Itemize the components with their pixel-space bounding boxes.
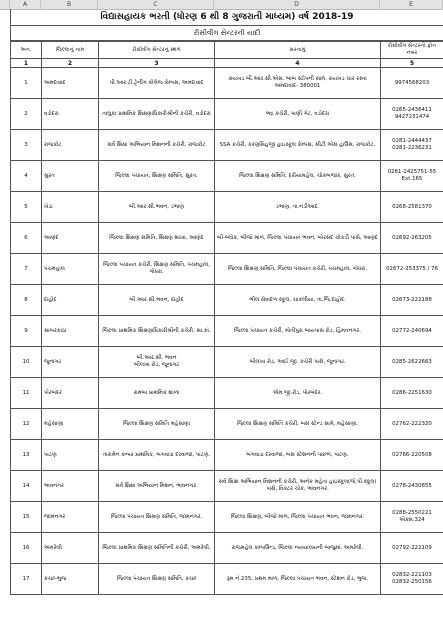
address-cell: ભદ્ર કચેરી, પાણી ગેટ, વડોદરા	[215, 99, 381, 130]
district-cell: ખેડા	[42, 192, 99, 223]
center-cell: બી.આર.સી.ભવન, દાહોદ	[99, 285, 215, 316]
phone-cell: 02673-222188	[381, 285, 443, 316]
center-cell: જિલ્લા પંચાયત શિક્ષણ સમિતિ, કચ્છ	[99, 564, 215, 595]
table-row	[11, 161, 443, 192]
center-cell: બી.આર.સી. ભવન બીલખા રોડ, જૂનાગઢ	[99, 347, 215, 378]
page-title: વિદ્યાસહાયક ભરતી (ધોરણ 6 થી 8 ગુજરાતી માધ્યમ) વર્ષ 2018-19	[10, 9, 443, 26]
address-cell: જિલ્લા શિક્ષણ સમિતિ, દરીયામહેલ, ચોકબજાર, સુરત.	[215, 161, 381, 192]
address-cell: જિલ્લા શિક્ષણ સમિતિ કચેરી, બસ સ્ટેન્ડ સામે, મહેસાણા.	[215, 409, 381, 440]
district-cell: અમદાવાદ	[42, 68, 99, 99]
district-cell: દાહોદ	[42, 285, 99, 316]
serial-cell: 10	[11, 347, 42, 378]
header-cell-serial: અન.	[11, 42, 42, 59]
center-cell: તાલુકા પ્રાથમિક શિક્ષણાધિકારીશ્રીની કચેરી, વડોદરા	[99, 99, 215, 130]
center-cell: તારામેન કન્યા પ્રાથમિક, બગવાડા દરવાજા, પાટણ.	[99, 440, 215, 471]
district-cell: પંચમહાલ	[42, 254, 99, 285]
serial-cell: 5	[11, 192, 42, 223]
header-cell-address: સરનામું	[215, 42, 381, 59]
table-row	[11, 564, 443, 595]
phone-cell: 02766-220508	[381, 440, 443, 471]
district-cell: સુરત	[42, 161, 99, 192]
table-row	[11, 99, 443, 130]
center-cell: બી.આર.સી.ભવન, ડભાણ	[99, 192, 215, 223]
center-cell: જિલ્લા પંચાયત શિક્ષણ સમિતિ, જામનગર.	[99, 502, 215, 533]
center-cell: જિલ્લા પંચાયત, શિક્ષણ સમિતિ, સુરત.	[99, 161, 215, 192]
column-header-d[interactable]: D	[214, 0, 380, 9]
center-cell: જિલ્લા પ્રાથમિક શિક્ષણાધિકારીશ્રીની કચેરી, સા.કાં.	[99, 316, 215, 347]
address-cell: ભીલ સેવાદળ સ્કૂલ, ચાકલીયા, તા.જિ.દાહોદ.	[215, 285, 381, 316]
number-cell: 2	[42, 59, 99, 68]
table-row	[11, 316, 443, 347]
table-row	[11, 409, 443, 440]
table-row	[11, 502, 443, 533]
phone-cell: 0278-2430855	[381, 471, 443, 502]
serial-cell: 8	[11, 285, 42, 316]
address-cell: બી-બ્લોક, બીજો માળ, જિલ્લા પંચાયત ભવન, બોરસદ ચોકડી પાસે, આણંદ	[215, 223, 381, 254]
center-cell: રામબા પ્રાથમિક શાળા	[99, 378, 215, 409]
column-header-c[interactable]: C	[98, 0, 214, 9]
phone-cell: 0261-2425751-55 Ext.165	[381, 161, 443, 192]
address-cell: જિલ્લા પંચાયત કચેરી, મોતીપુરા બાયપાસ રોડ, હિંમતનગર.	[215, 316, 381, 347]
phone-cell: 0285-2622663	[381, 347, 443, 378]
serial-cell: 13	[11, 440, 42, 471]
number-cell: 4	[215, 59, 381, 68]
number-cell: 5	[381, 59, 443, 68]
address-cell: SSA કચેરી, કરણસિંહજી હાઇસ્કૂલ કેમ્પસ, સીટી એસ હાઉસ, રાજકોટ.	[215, 130, 381, 161]
address-cell: એમ.જી.રોડ, પોરબંદર.	[215, 378, 381, 409]
phone-cell: 02792-222109	[381, 533, 443, 564]
serial-cell: 14	[11, 471, 42, 502]
address-cell: રાજમહેલ કમ્પાઉન્ડ, જિલ્લા ન્યાયાલયની બાજુમાં, અમરેલી.	[215, 533, 381, 564]
phone-cell: 02692-263205	[381, 223, 443, 254]
center-cell: સર્વ શિક્ષા અભિયાન મિશનની કચેરી, રાજકોટ	[99, 130, 215, 161]
serial-cell: 4	[11, 161, 42, 192]
district-cell: પાટણ	[42, 440, 99, 471]
district-cell: ભાવનગર	[42, 471, 99, 502]
center-cell: જિલ્લા શિક્ષણ સમિતિ, શિક્ષણ શાખા, આણંદ	[99, 223, 215, 254]
serial-cell: 9	[11, 316, 42, 347]
serial-cell: 3	[11, 130, 42, 161]
phone-cell: 9974568203	[381, 68, 443, 99]
phone-cell: 0281-2444437 0281-2236231	[381, 130, 443, 161]
serial-cell: 1	[11, 68, 42, 99]
center-cell: જિલ્લા શિક્ષણ સમિતિ મહેસાણા	[99, 409, 215, 440]
column-header-a[interactable]: A	[10, 0, 41, 9]
district-cell: સાબરકાંઠા	[42, 316, 99, 347]
center-cell: પી.આર.ટી.ટ્રેનીંગ કોલેજ કેમ્પસ, અમદાવાદ	[99, 68, 215, 99]
district-cell: પોરબંદર	[42, 378, 99, 409]
address-cell: ડભાણ, તા.નડીઆદ.	[215, 192, 381, 223]
serial-cell: 16	[11, 533, 42, 564]
phone-cell: 02672-253375 / 76	[381, 254, 443, 285]
address-cell: સર્વ શિક્ષા અભિયાન મિશનની કચેરી, અનેક મહેતા હાઇસ્કૂલ(જે.પી.સ્કૂલ) પાસે, વિક્ટર ચોક, ભાવનગર.	[215, 471, 381, 502]
phone-cell: 02832-221103 02832-250156	[381, 564, 443, 595]
receiving-centers-table	[10, 41, 443, 595]
number-cell: 1	[11, 59, 42, 68]
serial-cell: 2	[11, 99, 42, 130]
table-row	[11, 223, 443, 254]
phone-cell: 0286-2251630	[381, 378, 443, 409]
center-cell: જિલ્લા પ્રાથમિક શિક્ષણ સમિતિની કચેરી, અમરેલી.	[99, 533, 215, 564]
district-cell: રાજકોટ	[42, 130, 99, 161]
district-cell: આણંદ	[42, 223, 99, 254]
serial-cell: 7	[11, 254, 42, 285]
district-cell: જૂનાગઢ	[42, 347, 99, 378]
table-row	[11, 192, 443, 223]
table-row	[11, 533, 443, 564]
district-cell: જામનગર	[42, 502, 99, 533]
address-cell: જિલ્લા શિક્ષણ, બીજો માળ, જિલ્લા પંચાયત ભવન, જામનગર.	[215, 502, 381, 533]
table-row	[11, 378, 443, 409]
header-cell-phone: રીસીવીંગ સેન્ટરનો ફોન નંબર	[381, 42, 443, 59]
column-header-b[interactable]: B	[41, 0, 98, 9]
serial-cell: 12	[11, 409, 42, 440]
header-cell-center: રીસીવીંગ સેન્ટરનું સ્થળ	[99, 42, 215, 59]
serial-cell: 6	[11, 223, 42, 254]
district-cell: કચ્છ-ભુજ	[42, 564, 99, 595]
header-cell-district: જિલ્લાનું નામ	[42, 42, 99, 59]
serial-cell: 15	[11, 502, 42, 533]
table-header-row	[11, 42, 443, 59]
phone-cell: 02772-240694	[381, 316, 443, 347]
center-cell: સર્વ શિક્ષા અભિયાન મિશન, ભાવનગર.	[99, 471, 215, 502]
address-cell: રૂમ નં.235, પ્રથમ માળ, જિલ્લા પંચાયત ભવન, સ્ટેશન રોડ, ભુજ.	[215, 564, 381, 595]
serial-cell: 17	[11, 564, 42, 595]
table-row	[11, 68, 443, 99]
table-row	[11, 347, 443, 378]
district-cell: વડોદરા	[42, 99, 99, 130]
address-cell: બગવાડા દરવાજા, બસ સ્ટેશનની પાછળ, પાટણ.	[215, 440, 381, 471]
table-row	[11, 440, 443, 471]
number-cell: 3	[99, 59, 215, 68]
page-subtitle: રીસીવીંગ સેન્ટરની યાદી	[10, 26, 443, 41]
phone-cell: 0268-2581370	[381, 192, 443, 223]
phone-cell: 0265-2436411 9427231474	[381, 99, 443, 130]
table-row	[11, 285, 443, 316]
center-cell: જિલ્લા પંચાયત કચેરી, શિક્ષણ સમિતિ, પંચમહાલ, ગોધરા.	[99, 254, 215, 285]
document-table-area	[10, 9, 443, 595]
phone-cell: 0288-2550221 એક્સ.324	[381, 502, 443, 533]
table-row	[11, 130, 443, 161]
address-cell: બીલખા રોડ, આઈ.જી. કચેરી પાસે, જૂનાગઢ.	[215, 347, 381, 378]
phone-cell: 02762-222320	[381, 409, 443, 440]
address-cell: જિલ્લા શિક્ષણ સમિતિ, જિલ્લા પંચાયત કચેરી, પંચમહાલ, ગોધરા.	[215, 254, 381, 285]
table-number-row	[11, 59, 443, 68]
district-cell: મહેસાણા	[42, 409, 99, 440]
address-cell: રાયખડ બી.આર.સી.એસ. બાબ સ્ટોપની સામે, રાયખડ ચાર રસ્તા અમદાવાદ- 380001	[215, 68, 381, 99]
column-header-e[interactable]: E	[380, 0, 443, 9]
district-cell: અમરેલી	[42, 533, 99, 564]
table-row	[11, 254, 443, 285]
serial-cell: 11	[11, 378, 42, 409]
table-row	[11, 471, 443, 502]
corner-cell[interactable]	[0, 0, 10, 9]
